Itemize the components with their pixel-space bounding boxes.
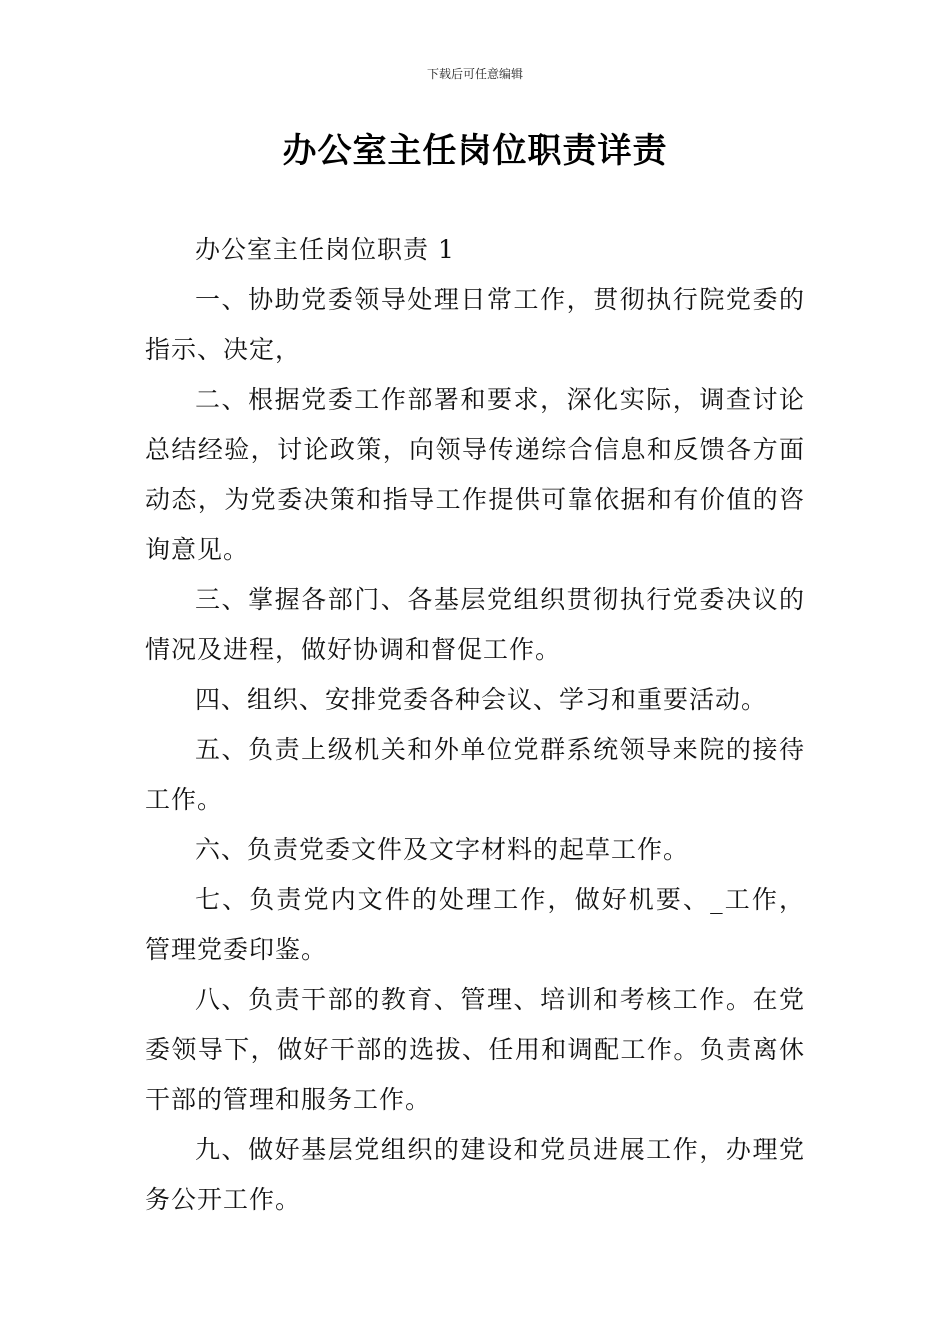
- document-title: 办公室主任岗位职责详责: [282, 131, 668, 171]
- paragraph-9: 九、做好基层党组织的建设和党员进展工作，办理党务公开工作。: [145, 1135, 805, 1214]
- section-heading: 办公室主任岗位职责 1: [195, 235, 455, 264]
- paragraph-2: 二、根据党委工作部署和要求，深化实际，调查讨论总结经验，讨论政策，向领导传递综合信息和反馈各方面动态，为党委决策和指导工作提供可靠依据和有价值的咨询意见。: [145, 385, 805, 564]
- paragraph-7: 七、负责党内文件的处理工作，做好机要、_工作，管理党委印鉴。: [145, 885, 805, 964]
- header-note: 下载后可任意编辑: [426, 67, 523, 81]
- paragraph-1: 一、协助党委领导处理日常工作，贯彻执行院党委的指示、决定，: [145, 285, 805, 364]
- paragraph-8: 八、负责干部的教育、管理、培训和考核工作。在党委领导下，做好干部的选拔、任用和调配工作。负责离休干部的管理和服务工作。: [145, 985, 805, 1114]
- document-body: [145, 225, 805, 1225]
- paragraph-4: 四、组织、安排党委各种会议、学习和重要活动。: [195, 685, 768, 714]
- paragraph-6: 六、负责党委文件及文字材料的起草工作。: [195, 835, 690, 864]
- paragraph-3: 三、掌握各部门、各基层党组织贯彻执行党委决议的情况及进程，做好协调和督促工作。: [145, 585, 805, 664]
- paragraph-5: 五、负责上级机关和外单位党群系统领导来院的接待工作。: [145, 735, 805, 814]
